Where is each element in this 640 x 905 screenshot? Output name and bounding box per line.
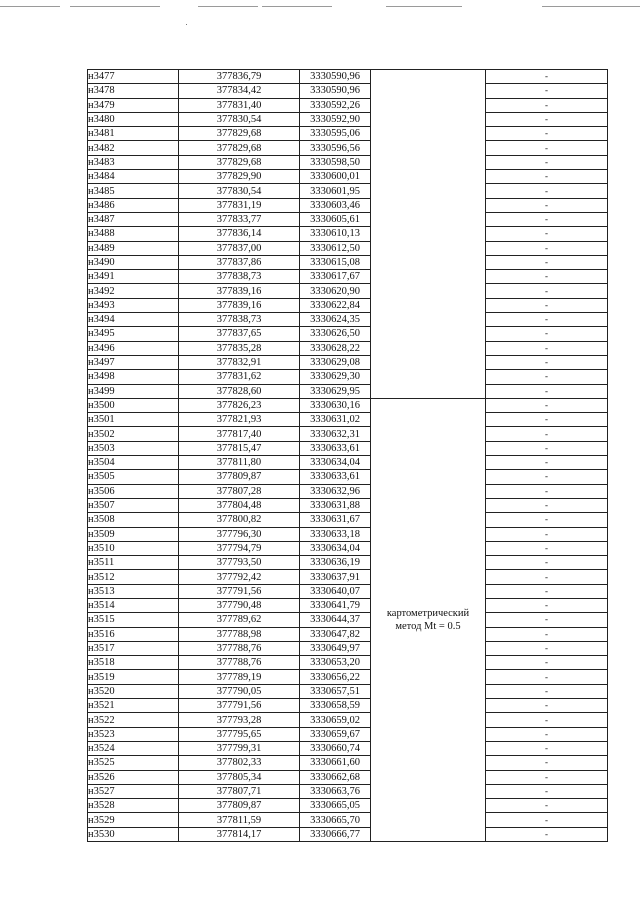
accuracy-dash-cell: - <box>486 327 608 341</box>
x-coordinate-cell: 377829,68 <box>179 141 300 155</box>
point-name-cell: н3505 <box>88 470 179 484</box>
y-coordinate-cell: 3330592,26 <box>300 98 371 112</box>
table-row <box>88 141 608 155</box>
table-row <box>88 227 608 241</box>
table-row <box>88 355 608 369</box>
accuracy-dash-cell: - <box>486 784 608 798</box>
y-coordinate-cell: 3330665,70 <box>300 813 371 827</box>
point-name-cell: н3501 <box>88 413 179 427</box>
y-coordinate-cell: 3330663,76 <box>300 784 371 798</box>
table-row <box>88 313 608 327</box>
table-row <box>88 541 608 555</box>
y-coordinate-cell: 3330649,97 <box>300 641 371 655</box>
x-coordinate-cell: 377838,73 <box>179 313 300 327</box>
point-name-cell: н3517 <box>88 641 179 655</box>
y-coordinate-cell: 3330620,90 <box>300 284 371 298</box>
x-coordinate-cell: 377832,91 <box>179 355 300 369</box>
accuracy-dash-cell: - <box>486 384 608 398</box>
accuracy-dash-cell: - <box>486 641 608 655</box>
accuracy-dash-cell: - <box>486 584 608 598</box>
table-row <box>88 241 608 255</box>
point-name-cell: н3511 <box>88 556 179 570</box>
table-row <box>88 656 608 670</box>
table-row <box>88 255 608 269</box>
accuracy-dash-cell: - <box>486 541 608 555</box>
x-coordinate-cell: 377789,19 <box>179 670 300 684</box>
y-coordinate-cell: 3330629,95 <box>300 384 371 398</box>
accuracy-dash-cell: - <box>486 227 608 241</box>
point-name-cell: н3495 <box>88 327 179 341</box>
accuracy-dash-cell: - <box>486 613 608 627</box>
y-coordinate-cell: 3330641,79 <box>300 598 371 612</box>
x-coordinate-cell: 377821,93 <box>179 413 300 427</box>
y-coordinate-cell: 3330601,95 <box>300 184 371 198</box>
point-name-cell: н3490 <box>88 255 179 269</box>
y-coordinate-cell: 3330662,68 <box>300 770 371 784</box>
y-coordinate-cell: 3330647,82 <box>300 627 371 641</box>
point-name-cell: н3506 <box>88 484 179 498</box>
scan-header-line <box>0 6 60 7</box>
method-cell-empty <box>371 70 486 399</box>
y-coordinate-cell: 3330624,35 <box>300 313 371 327</box>
x-coordinate-cell: 377837,00 <box>179 241 300 255</box>
point-name-cell: н3498 <box>88 370 179 384</box>
x-coordinate-cell: 377788,76 <box>179 641 300 655</box>
table-row <box>88 670 608 684</box>
y-coordinate-cell: 3330598,50 <box>300 155 371 169</box>
y-coordinate-cell: 3330630,16 <box>300 398 371 412</box>
accuracy-dash-cell: - <box>486 827 608 841</box>
accuracy-dash-cell: - <box>486 570 608 584</box>
point-name-cell: н3530 <box>88 827 179 841</box>
x-coordinate-cell: 377809,87 <box>179 799 300 813</box>
table-row <box>88 70 608 84</box>
accuracy-dash-cell: - <box>486 184 608 198</box>
scan-header-line <box>386 6 462 7</box>
y-coordinate-cell: 3330626,50 <box>300 327 371 341</box>
accuracy-dash-cell: - <box>486 398 608 412</box>
table-row <box>88 398 608 412</box>
accuracy-dash-cell: - <box>486 527 608 541</box>
table-row <box>88 470 608 484</box>
point-name-cell: н3487 <box>88 212 179 226</box>
accuracy-dash-cell: - <box>486 198 608 212</box>
accuracy-dash-cell: - <box>486 756 608 770</box>
accuracy-dash-cell: - <box>486 112 608 126</box>
table-row <box>88 456 608 470</box>
accuracy-dash-cell: - <box>486 627 608 641</box>
y-coordinate-cell: 3330632,96 <box>300 484 371 498</box>
method-label: картометрический метод Mt = 0.5 <box>386 607 470 632</box>
table-row <box>88 112 608 126</box>
x-coordinate-cell: 377805,34 <box>179 770 300 784</box>
y-coordinate-cell: 3330634,04 <box>300 456 371 470</box>
y-coordinate-cell: 3330644,37 <box>300 613 371 627</box>
accuracy-dash-cell: - <box>486 141 608 155</box>
x-coordinate-cell: 377830,54 <box>179 184 300 198</box>
table-row <box>88 84 608 98</box>
accuracy-dash-cell: - <box>486 70 608 84</box>
table-row <box>88 198 608 212</box>
point-name-cell: н3528 <box>88 799 179 813</box>
point-name-cell: н3497 <box>88 355 179 369</box>
x-coordinate-cell: 377838,73 <box>179 270 300 284</box>
y-coordinate-cell: 3330636,19 <box>300 556 371 570</box>
point-name-cell: н3523 <box>88 727 179 741</box>
y-coordinate-cell: 3330631,67 <box>300 513 371 527</box>
y-coordinate-cell: 3330600,01 <box>300 170 371 184</box>
table-row <box>88 627 608 641</box>
table-row <box>88 384 608 398</box>
point-name-cell: н3526 <box>88 770 179 784</box>
x-coordinate-cell: 377799,31 <box>179 741 300 755</box>
accuracy-dash-cell: - <box>486 813 608 827</box>
y-coordinate-cell: 3330661,60 <box>300 756 371 770</box>
y-coordinate-cell: 3330617,67 <box>300 270 371 284</box>
table-row <box>88 341 608 355</box>
accuracy-dash-cell: - <box>486 298 608 312</box>
table-row <box>88 527 608 541</box>
table-row <box>88 727 608 741</box>
accuracy-dash-cell: - <box>486 170 608 184</box>
accuracy-dash-cell: - <box>486 670 608 684</box>
table-row <box>88 584 608 598</box>
accuracy-dash-cell: - <box>486 656 608 670</box>
point-name-cell: н3527 <box>88 784 179 798</box>
accuracy-dash-cell: - <box>486 770 608 784</box>
x-coordinate-cell: 377837,65 <box>179 327 300 341</box>
x-coordinate-cell: 377796,30 <box>179 527 300 541</box>
accuracy-dash-cell: - <box>486 513 608 527</box>
method-cell <box>371 398 486 841</box>
scan-header-line <box>70 6 160 7</box>
point-name-cell: н3515 <box>88 613 179 627</box>
accuracy-dash-cell: - <box>486 355 608 369</box>
x-coordinate-cell: 377804,48 <box>179 498 300 512</box>
y-coordinate-cell: 3330633,18 <box>300 527 371 541</box>
accuracy-dash-cell: - <box>486 370 608 384</box>
point-name-cell: н3485 <box>88 184 179 198</box>
table-row <box>88 684 608 698</box>
x-coordinate-cell: 377836,79 <box>179 70 300 84</box>
y-coordinate-cell: 3330603,46 <box>300 198 371 212</box>
accuracy-dash-cell: - <box>486 498 608 512</box>
x-coordinate-cell: 377826,23 <box>179 398 300 412</box>
y-coordinate-cell: 3330631,88 <box>300 498 371 512</box>
accuracy-dash-cell: - <box>486 84 608 98</box>
accuracy-dash-cell: - <box>486 556 608 570</box>
point-name-cell: н3483 <box>88 155 179 169</box>
x-coordinate-cell: 377837,86 <box>179 255 300 269</box>
point-name-cell: н3510 <box>88 541 179 555</box>
x-coordinate-cell: 377794,79 <box>179 541 300 555</box>
x-coordinate-cell: 377828,60 <box>179 384 300 398</box>
point-name-cell: н3507 <box>88 498 179 512</box>
point-name-cell: н3477 <box>88 70 179 84</box>
accuracy-dash-cell: - <box>486 270 608 284</box>
accuracy-dash-cell: - <box>486 684 608 698</box>
point-name-cell: н3486 <box>88 198 179 212</box>
accuracy-dash-cell: - <box>486 484 608 498</box>
x-coordinate-cell: 377836,14 <box>179 227 300 241</box>
y-coordinate-cell: 3330595,06 <box>300 127 371 141</box>
x-coordinate-cell: 377830,54 <box>179 112 300 126</box>
table-row <box>88 513 608 527</box>
accuracy-dash-cell: - <box>486 456 608 470</box>
table-row <box>88 170 608 184</box>
table-row <box>88 155 608 169</box>
x-coordinate-cell: 377793,50 <box>179 556 300 570</box>
accuracy-dash-cell: - <box>486 413 608 427</box>
point-name-cell: н3479 <box>88 98 179 112</box>
x-coordinate-cell: 377802,33 <box>179 756 300 770</box>
y-coordinate-cell: 3330637,91 <box>300 570 371 584</box>
point-name-cell: н3489 <box>88 241 179 255</box>
accuracy-dash-cell: - <box>486 98 608 112</box>
x-coordinate-cell: 377791,56 <box>179 584 300 598</box>
x-coordinate-cell: 377807,71 <box>179 784 300 798</box>
table-row <box>88 284 608 298</box>
coordinates-table <box>87 69 608 842</box>
y-coordinate-cell: 3330653,20 <box>300 656 371 670</box>
x-coordinate-cell: 377833,77 <box>179 212 300 226</box>
y-coordinate-cell: 3330629,08 <box>300 355 371 369</box>
accuracy-dash-cell: - <box>486 127 608 141</box>
point-name-cell: н3502 <box>88 427 179 441</box>
table-row <box>88 98 608 112</box>
x-coordinate-cell: 377814,17 <box>179 827 300 841</box>
point-name-cell: н3478 <box>88 84 179 98</box>
table-row <box>88 427 608 441</box>
y-coordinate-cell: 3330657,51 <box>300 684 371 698</box>
point-name-cell: н3488 <box>88 227 179 241</box>
accuracy-dash-cell: - <box>486 699 608 713</box>
accuracy-dash-cell: - <box>486 598 608 612</box>
x-coordinate-cell: 377793,28 <box>179 713 300 727</box>
point-name-cell: н3525 <box>88 756 179 770</box>
x-coordinate-cell: 377811,59 <box>179 813 300 827</box>
table-row <box>88 556 608 570</box>
table-row <box>88 484 608 498</box>
x-coordinate-cell: 377809,87 <box>179 470 300 484</box>
y-coordinate-cell: 3330628,22 <box>300 341 371 355</box>
table-row <box>88 813 608 827</box>
x-coordinate-cell: 377829,68 <box>179 155 300 169</box>
scan-header-line <box>198 6 258 7</box>
point-name-cell: н3493 <box>88 298 179 312</box>
y-coordinate-cell: 3330610,13 <box>300 227 371 241</box>
x-coordinate-cell: 377831,19 <box>179 198 300 212</box>
point-name-cell: н3509 <box>88 527 179 541</box>
y-coordinate-cell: 3330592,90 <box>300 112 371 126</box>
point-name-cell: н3484 <box>88 170 179 184</box>
x-coordinate-cell: 377834,42 <box>179 84 300 98</box>
accuracy-dash-cell: - <box>486 799 608 813</box>
table-row <box>88 613 608 627</box>
x-coordinate-cell: 377839,16 <box>179 284 300 298</box>
table-row <box>88 699 608 713</box>
x-coordinate-cell: 377788,98 <box>179 627 300 641</box>
point-name-cell: н3496 <box>88 341 179 355</box>
table-row <box>88 799 608 813</box>
table-row <box>88 827 608 841</box>
table-row <box>88 713 608 727</box>
x-coordinate-cell: 377790,05 <box>179 684 300 698</box>
x-coordinate-cell: 377831,40 <box>179 98 300 112</box>
table-row <box>88 270 608 284</box>
y-coordinate-cell: 3330632,31 <box>300 427 371 441</box>
point-name-cell: н3482 <box>88 141 179 155</box>
point-name-cell: н3520 <box>88 684 179 698</box>
point-name-cell: н3519 <box>88 670 179 684</box>
y-coordinate-cell: 3330590,96 <box>300 70 371 84</box>
y-coordinate-cell: 3330660,74 <box>300 741 371 755</box>
point-name-cell: н3524 <box>88 741 179 755</box>
point-name-cell: н3492 <box>88 284 179 298</box>
y-coordinate-cell: 3330605,61 <box>300 212 371 226</box>
y-coordinate-cell: 3330631,02 <box>300 413 371 427</box>
coordinates-table-body <box>88 70 608 842</box>
y-coordinate-cell: 3330622,84 <box>300 298 371 312</box>
accuracy-dash-cell: - <box>486 212 608 226</box>
table-row <box>88 784 608 798</box>
table-row <box>88 441 608 455</box>
point-name-cell: н3516 <box>88 627 179 641</box>
accuracy-dash-cell: - <box>486 255 608 269</box>
table-row <box>88 641 608 655</box>
accuracy-dash-cell: - <box>486 427 608 441</box>
table-row <box>88 327 608 341</box>
y-coordinate-cell: 3330596,56 <box>300 141 371 155</box>
x-coordinate-cell: 377829,68 <box>179 127 300 141</box>
table-row <box>88 212 608 226</box>
accuracy-dash-cell: - <box>486 727 608 741</box>
x-coordinate-cell: 377789,62 <box>179 613 300 627</box>
y-coordinate-cell: 3330665,05 <box>300 799 371 813</box>
accuracy-dash-cell: - <box>486 741 608 755</box>
x-coordinate-cell: 377835,28 <box>179 341 300 355</box>
point-name-cell: н3504 <box>88 456 179 470</box>
point-name-cell: н3491 <box>88 270 179 284</box>
point-name-cell: н3522 <box>88 713 179 727</box>
point-name-cell: н3529 <box>88 813 179 827</box>
point-name-cell: н3518 <box>88 656 179 670</box>
x-coordinate-cell: 377839,16 <box>179 298 300 312</box>
x-coordinate-cell: 377817,40 <box>179 427 300 441</box>
y-coordinate-cell: 3330656,22 <box>300 670 371 684</box>
accuracy-dash-cell: - <box>486 341 608 355</box>
point-name-cell: н3499 <box>88 384 179 398</box>
point-name-cell: н3512 <box>88 570 179 584</box>
point-name-cell: н3503 <box>88 441 179 455</box>
x-coordinate-cell: 377811,80 <box>179 456 300 470</box>
table-row <box>88 370 608 384</box>
x-coordinate-cell: 377791,56 <box>179 699 300 713</box>
point-name-cell: н3494 <box>88 313 179 327</box>
x-coordinate-cell: 377788,76 <box>179 656 300 670</box>
y-coordinate-cell: 3330615,08 <box>300 255 371 269</box>
table-row <box>88 741 608 755</box>
scan-header-line <box>542 6 640 7</box>
point-name-cell: н3481 <box>88 127 179 141</box>
point-name-cell: н3508 <box>88 513 179 527</box>
accuracy-dash-cell: - <box>486 313 608 327</box>
table-row <box>88 756 608 770</box>
scan-speck <box>186 24 187 25</box>
accuracy-dash-cell: - <box>486 441 608 455</box>
y-coordinate-cell: 3330640,07 <box>300 584 371 598</box>
y-coordinate-cell: 3330633,61 <box>300 441 371 455</box>
accuracy-dash-cell: - <box>486 155 608 169</box>
x-coordinate-cell: 377795,65 <box>179 727 300 741</box>
point-name-cell: н3500 <box>88 398 179 412</box>
x-coordinate-cell: 377831,62 <box>179 370 300 384</box>
table-row <box>88 298 608 312</box>
point-name-cell: н3513 <box>88 584 179 598</box>
y-coordinate-cell: 3330633,61 <box>300 470 371 484</box>
table-row <box>88 498 608 512</box>
scan-header-line <box>262 6 332 7</box>
y-coordinate-cell: 3330634,04 <box>300 541 371 555</box>
y-coordinate-cell: 3330612,50 <box>300 241 371 255</box>
x-coordinate-cell: 377792,42 <box>179 570 300 584</box>
y-coordinate-cell: 3330659,02 <box>300 713 371 727</box>
x-coordinate-cell: 377790,48 <box>179 598 300 612</box>
y-coordinate-cell: 3330658,59 <box>300 699 371 713</box>
accuracy-dash-cell: - <box>486 241 608 255</box>
accuracy-dash-cell: - <box>486 713 608 727</box>
table-row <box>88 598 608 612</box>
y-coordinate-cell: 3330659,67 <box>300 727 371 741</box>
table-row <box>88 570 608 584</box>
accuracy-dash-cell: - <box>486 470 608 484</box>
y-coordinate-cell: 3330629,30 <box>300 370 371 384</box>
y-coordinate-cell: 3330666,77 <box>300 827 371 841</box>
point-name-cell: н3521 <box>88 699 179 713</box>
table-row <box>88 127 608 141</box>
x-coordinate-cell: 377829,90 <box>179 170 300 184</box>
x-coordinate-cell: 377807,28 <box>179 484 300 498</box>
accuracy-dash-cell: - <box>486 284 608 298</box>
table-row <box>88 770 608 784</box>
x-coordinate-cell: 377800,82 <box>179 513 300 527</box>
table-row <box>88 184 608 198</box>
y-coordinate-cell: 3330590,96 <box>300 84 371 98</box>
point-name-cell: н3480 <box>88 112 179 126</box>
x-coordinate-cell: 377815,47 <box>179 441 300 455</box>
point-name-cell: н3514 <box>88 598 179 612</box>
table-row <box>88 413 608 427</box>
